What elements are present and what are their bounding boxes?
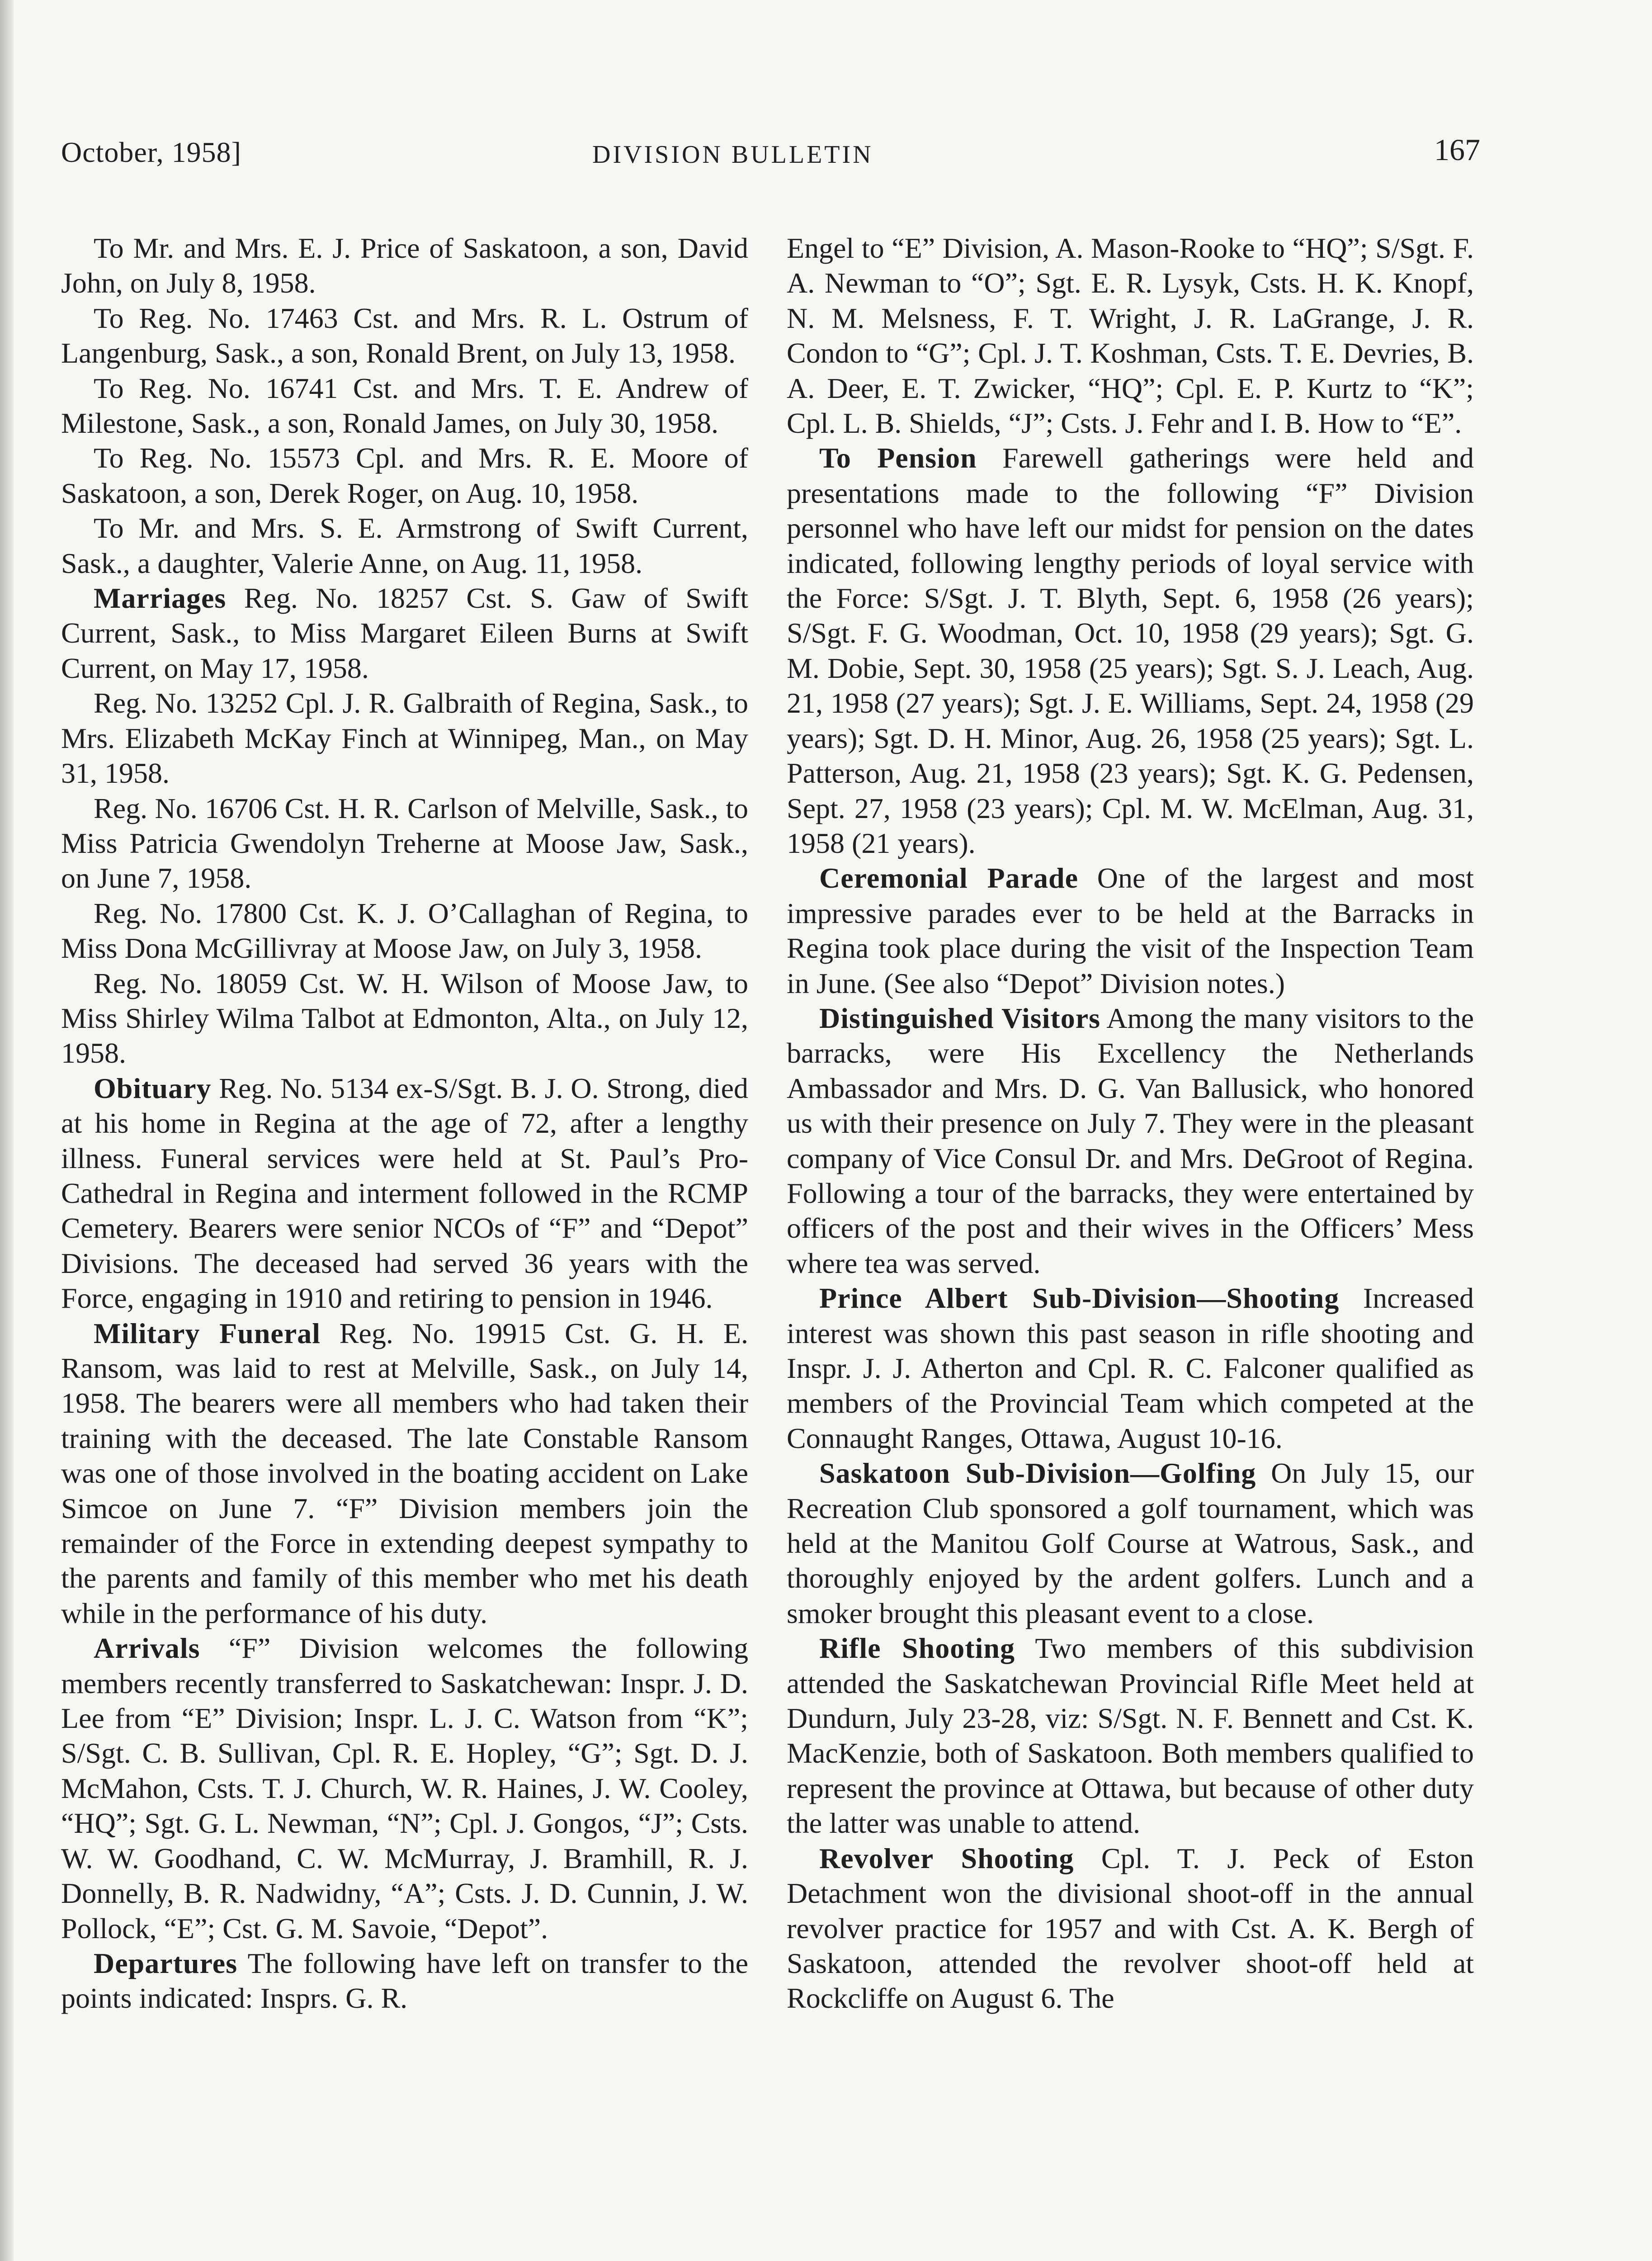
paragraph	[787, 1456, 1474, 1631]
paragraph-text: Engel to “E” Division, A. Mason-Rooke to “HQ”; S/Sgt. F. A. Newman to “O”; Sgt. E. R. Lysyk, Csts. H. K. Knopf, N. M. Melsness, F. T. Wright, J. R. LaGrange, J. R. Condon to “G”; Cpl. J. T. Koshman, Csts. T. E. Devries, B. A. Deer, E. T. Zwicker, “HQ”; Cpl. E. P. Kurtz to “K”; Cpl. L. B. Shields, “J”; Csts. J. Fehr and I. B. How to “E”.	[787, 232, 1474, 440]
paragraph-text: To Reg. No. 17463 Cst. and Mrs. R. L. Ostrum of Langenburg, Sask., a son, Ronald Brent, on July 13, 1958.	[61, 302, 748, 369]
paragraph-text: Among the many visitors to the barracks, were His Excellency the Netherlands Ambassador and Mrs. D. G. Van Ballusick, who honored us with their presence on July 7. They were in the pleasant company of Vice Consul Dr. and Mrs. DeGroot of Regina. Following a tour of the barracks, they were entertained by officers of the post and their wives in the Officers’ Mess where tea was served.	[787, 1002, 1474, 1279]
running-title: DIVISION BULLETIN	[592, 141, 873, 169]
section-heading: Prince Albert Sub-Division—Shooting	[819, 1282, 1340, 1315]
section-heading: Distinguished Visitors	[819, 1002, 1101, 1034]
section-heading: Obituary	[94, 1072, 212, 1104]
paragraph-text: Reg. No. 5134 ex-S/Sgt. B. J. O. Strong, died at his home in Regina at the age of 72, after a lengthy illness. Funeral services were held at St. Paul’s Pro-Cathedral in Regina and interment followed in the RCMP Cemetery. Bearers were senior NCOs of “F” and “Depot” Divisions. The deceased had served 36 years with the Force, engaging in 1910 and retiring to pension in 1946.	[61, 1072, 748, 1315]
paragraph	[61, 1071, 748, 1316]
paragraph	[787, 231, 1474, 440]
paragraph-text: Cpl. T. J. Peck of Eston Detachment won the divisional shoot-off in the annual revolver practice for 1957 and with Cst. A. K. Bergh of Saskatoon, attended the revolver shoot-off held at Rockcliffe on August 6. The	[787, 1842, 1474, 2015]
paragraph-text: Reg. No. 18257 Cst. S. Gaw of Swift Current, Sask., to Miss Margaret Eileen Burns at Swift Current, on May 17, 1958.	[61, 582, 748, 684]
paragraph	[787, 1631, 1474, 1840]
section-heading: Revolver Shooting	[819, 1842, 1074, 1874]
paragraph	[61, 966, 748, 1071]
paragraph	[61, 581, 748, 686]
paragraph-text: To Mr. and Mrs. E. J. Price of Saskatoon, a son, David John, on July 8, 1958.	[61, 232, 748, 299]
paragraph	[787, 1281, 1474, 1456]
right-column	[787, 231, 1474, 2261]
page-number: 167	[1434, 132, 1480, 167]
paragraph-text: Reg. No. 16706 Cst. H. R. Carlson of Melville, Sask., to Miss Patricia Gwendolyn Treherne at Moose Jaw, Sask., on June 7, 1958.	[61, 792, 748, 894]
paragraph-text: One of the largest and most impressive parades ever to be held at the Barracks in Regina took place during the visit of the Inspection Team in June. (See also “Depot” Division notes.)	[787, 862, 1474, 999]
section-heading: To Pension	[819, 442, 977, 474]
paragraph-text: To Reg. No. 15573 Cpl. and Mrs. R. E. Moore of Saskatoon, a son, Derek Roger, on Aug. 10, 1958.	[61, 442, 748, 509]
section-heading: Arrivals	[94, 1632, 200, 1665]
paragraph-text: Increased interest was shown this past season in rifle shooting and Inspr. J. J. Atherton and Cpl. R. C. Falconer qualified as members of the Provincial Team which competed at the Connaught Ranges, Ottawa, August 10-16.	[787, 1282, 1474, 1454]
page-binding-edge	[0, 0, 14, 2261]
section-heading: Saskatoon Sub-Division—Golfing	[819, 1457, 1256, 1490]
issue-date: October, 1958]	[61, 136, 241, 168]
section-heading: Military Funeral	[94, 1317, 321, 1349]
page-header	[61, 132, 1480, 185]
paragraph	[61, 1316, 748, 1631]
paragraph	[61, 440, 748, 511]
section-heading: Departures	[94, 1947, 238, 1979]
paragraph	[61, 791, 748, 896]
left-column	[61, 231, 748, 2261]
section-heading: Marriages	[94, 582, 227, 615]
section-heading: Ceremonial Parade	[819, 862, 1079, 894]
paragraph-text: Reg. No. 19915 Cst. G. H. E. Ransom, was laid to rest at Melville, Sask., on July 14, 1958. The bearers were all members who had taken their training with the deceased. The late Constable Ransom was one of those involved in the boating accident on Lake Simcoe on June 7. “F” Division members join the remainder of the Force in extending deepest sympathy to the parents and family of this member who met his death while in the performance of his duty.	[61, 1317, 748, 1629]
paragraph-text: The following have left on transfer to the points indicated: Insprs. G. R.	[61, 1947, 748, 2015]
paragraph-text: “F” Division welcomes the following members recently transferred to Saskatchewan: Inspr. J. D. Lee from “E” Division; Inspr. L. J. C. Watson from “K”; S/Sgt. C. B. Sullivan, Cpl. R. E. Hopley, “G”; Sgt. D. J. McMahon, Csts. T. J. Church, W. R. Haines, J. W. Cooley, “HQ”; Sgt. G. L. Newman, “N”; Cpl. J. Gongos, “J”; Csts. W. W. Goodhand, C. W. McMurray, J. Bramhill, R. J. Donnelly, B. R. Nadwidny, “A”; Csts. J. D. Cunnin, J. W. Pollock, “E”; Cst. G. M. Savoie, “Depot”.	[61, 1632, 748, 1944]
paragraph	[787, 1001, 1474, 1281]
paragraph	[61, 511, 748, 581]
section-heading: Rifle Shooting	[819, 1632, 1015, 1665]
paragraph	[61, 231, 748, 301]
paragraph	[61, 1631, 748, 1946]
paragraph	[61, 896, 748, 966]
paragraph	[61, 301, 748, 371]
paragraph	[787, 440, 1474, 861]
paragraph-text: Reg. No. 17800 Cst. K. J. O’Callaghan of Regina, to Miss Dona McGillivray at Moose Jaw, on July 3, 1958.	[61, 897, 748, 965]
paragraph	[61, 371, 748, 441]
paragraph	[787, 1841, 1474, 2016]
paragraph-text: Reg. No. 13252 Cpl. J. R. Galbraith of Regina, Sask., to Mrs. Elizabeth McKay Finch at Winnipeg, Man., on May 31, 1958.	[61, 687, 748, 790]
paragraph-text: Farewell gatherings were held and presentations made to the following “F” Division personnel who have left our midst for pension on the dates indicated, following lengthy periods of loyal service with the Force: S/Sgt. J. T. Blyth, Sept. 6, 1958 (26 years); S/Sgt. F. G. Woodman, Oct. 10, 1958 (29 years); Sgt. G. M. Dobie, Sept. 30, 1958 (25 years); Sgt. S. J. Leach, Aug. 21, 1958 (27 years); Sgt. J. E. Williams, Sept. 24, 1958 (29 years); Sgt. D. H. Minor, Aug. 26, 1958 (25 years); Sgt. L. Patterson, Aug. 21, 1958 (23 years); Sgt. K. G. Pedensen, Sept. 27, 1958 (23 years); Cpl. M. W. McElman, Aug. 31, 1958 (21 years).	[787, 442, 1474, 859]
paragraph-text: To Reg. No. 16741 Cst. and Mrs. T. E. Andrew of Milestone, Sask., a son, Ronald James, on July 30, 1958.	[61, 372, 748, 440]
paragraph	[61, 686, 748, 790]
paragraph	[787, 861, 1474, 1001]
paragraph-text: On July 15, our Recreation Club sponsored a golf tournament, which was held at the Manitou Golf Course at Watrous, Sask., and thoroughly enjoyed by the ardent golfers. Lunch and a smoker brought this pleasant event to a close.	[787, 1457, 1474, 1629]
paragraph-text: Two members of this subdivision attended the Saskatchewan Provincial Rifle Meet held at Dundurn, July 23-28, viz: S/Sgt. N. F. Bennett and Cst. K. MacKenzie, both of Saskatoon. Both members qualified to represent the province at Ottawa, but because of other duty the latter was unable to attend.	[787, 1632, 1474, 1840]
paragraph	[61, 1946, 748, 2016]
paragraph-text: Reg. No. 18059 Cst. W. H. Wilson of Moose Jaw, to Miss Shirley Wilma Talbot at Edmonton, Alta., on July 12, 1958.	[61, 967, 748, 1069]
paragraph-text: To Mr. and Mrs. S. E. Armstrong of Swift Current, Sask., a daughter, Valerie Anne, on Aug. 11, 1958.	[61, 512, 748, 579]
